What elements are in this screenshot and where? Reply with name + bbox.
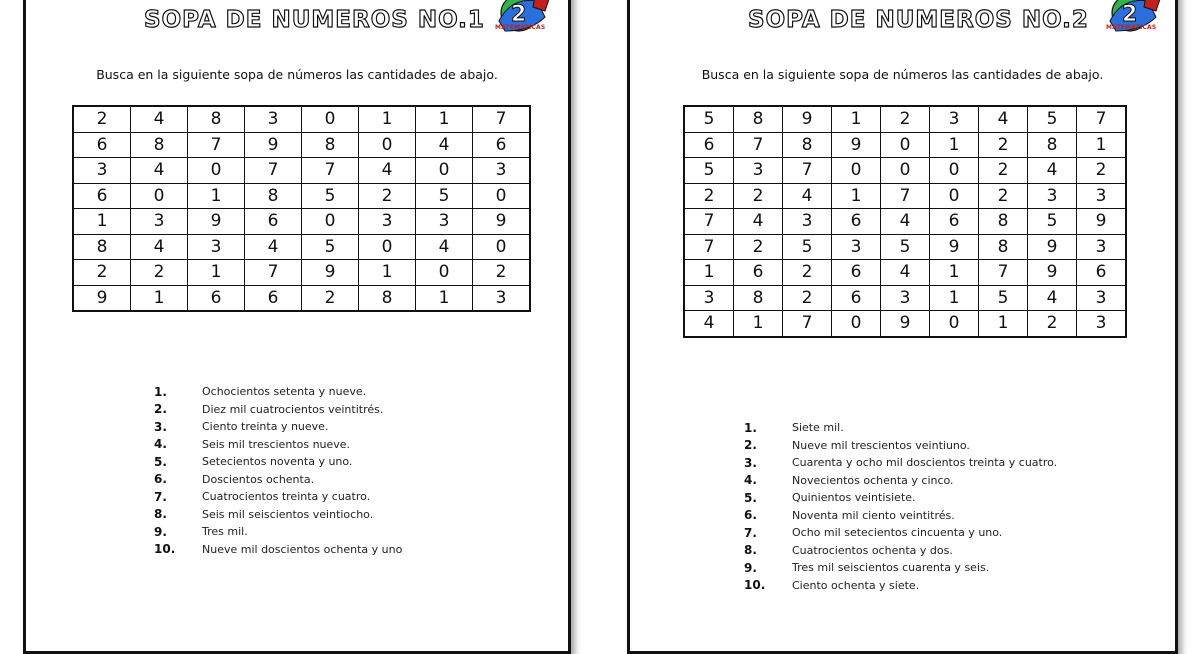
worksheet-2: [627, 0, 1178, 654]
grid-cell: 1: [359, 260, 416, 286]
grid-cell: 3: [684, 285, 734, 311]
logo-label: MATEMATICAS: [1106, 24, 1157, 31]
logo-label: MATEMATICAS: [495, 24, 546, 31]
grid-cell: 2: [783, 285, 832, 311]
grid-cell: 1: [131, 285, 188, 311]
grid-cell: 3: [1077, 285, 1127, 311]
grid-cell: 0: [473, 183, 531, 209]
clue-text: Quinientos veintisiete.: [792, 491, 916, 505]
grid-cell: 2: [473, 260, 531, 286]
clue-text: Setecientos noventa y uno.: [202, 455, 353, 469]
grid-cell: 8: [131, 132, 188, 158]
grid-cell: 8: [245, 183, 302, 209]
clue-number: 10.: [154, 542, 176, 557]
grid-cell: 0: [359, 234, 416, 260]
clue-text: Cuarenta y ocho mil doscientos treinta y cuatro.: [792, 456, 1058, 470]
grid-cell: 7: [1077, 106, 1127, 132]
clue-text: Diez mil cuatrocientos veintitrés.: [202, 402, 384, 416]
grid-cell: 1: [930, 132, 979, 158]
grid-cell: 7: [684, 234, 734, 260]
grid-cell: 0: [416, 260, 473, 286]
grid-cell: 1: [979, 311, 1028, 337]
grid-cell: 9: [930, 234, 979, 260]
grid-row: [73, 260, 530, 286]
grid-cell: 6: [734, 260, 783, 286]
clue-number: 5.: [154, 454, 167, 469]
grid-cell: 1: [832, 106, 881, 132]
grid-cell: 0: [359, 132, 416, 158]
grid-cell: 0: [832, 158, 881, 184]
grid-cell: 1: [832, 183, 881, 209]
grid-cell: 2: [734, 234, 783, 260]
grid-cell: 6: [473, 132, 531, 158]
grid-cell: 4: [245, 234, 302, 260]
grid-cell: 1: [734, 311, 783, 337]
grid-cell: 0: [473, 234, 531, 260]
clue-item: [154, 436, 402, 454]
grid-cell: 9: [1077, 209, 1127, 235]
clue-number: 3.: [154, 419, 167, 434]
grid-cell: 3: [359, 209, 416, 235]
clue-text: Nueve mil doscientos ochenta y uno: [202, 542, 403, 556]
grid-cell: 2: [979, 158, 1028, 184]
clue-item: [744, 472, 1057, 490]
clue-text: Ocho mil setecientos cincuenta y uno.: [792, 526, 1003, 540]
grid-cell: 7: [734, 132, 783, 158]
clue-number: 2.: [744, 438, 757, 453]
grid-cell: 3: [1077, 234, 1127, 260]
grid-row: [73, 183, 530, 209]
grid-cell: 2: [783, 260, 832, 286]
grid-cell: 8: [188, 106, 245, 132]
grid-cell: 8: [302, 132, 359, 158]
grid-row: [684, 158, 1126, 184]
clue-number: 4.: [744, 473, 757, 488]
grid-cell: 6: [73, 183, 131, 209]
clue-number: 9.: [744, 560, 757, 575]
grid-cell: 4: [881, 209, 930, 235]
grid-cell: 8: [359, 285, 416, 311]
grid-cell: 2: [359, 183, 416, 209]
clue-number: 1.: [744, 420, 757, 435]
clue-text: Siete mil.: [792, 421, 844, 435]
grid-cell: 3: [473, 285, 531, 311]
clue-item: [744, 489, 1057, 507]
clue-text: Cuatrocientos treinta y cuatro.: [202, 490, 371, 504]
grid-cell: 2: [979, 183, 1028, 209]
grid-cell: 8: [783, 132, 832, 158]
grid-cell: 4: [979, 106, 1028, 132]
grid-row: [73, 234, 530, 260]
grid-row: [73, 285, 530, 311]
clue-item: [154, 541, 402, 559]
clue-text: Ochocientos setenta y nueve.: [202, 385, 367, 399]
grid-cell: 1: [930, 260, 979, 286]
math-logo-icon: [1102, 0, 1164, 41]
grid-cell: 0: [930, 311, 979, 337]
grid-cell: 3: [881, 285, 930, 311]
grid-cell: 4: [684, 311, 734, 337]
clue-number: 2.: [154, 402, 167, 417]
grid-cell: 3: [473, 158, 531, 184]
grid-cell: 3: [930, 106, 979, 132]
grid-cell: 0: [881, 158, 930, 184]
clue-item: [154, 506, 402, 524]
grid-cell: 1: [188, 183, 245, 209]
grid-row: [73, 209, 530, 235]
clue-item: [744, 524, 1057, 542]
clue-number: 7.: [154, 489, 167, 504]
grid-cell: 0: [188, 158, 245, 184]
grid-cell: 3: [1077, 311, 1127, 337]
grid-cell: 1: [73, 209, 131, 235]
grid-cell: 2: [131, 260, 188, 286]
grid-row: [684, 106, 1126, 132]
grid-cell: 2: [684, 183, 734, 209]
grid-cell: 9: [1028, 234, 1077, 260]
grid-cell: 7: [979, 260, 1028, 286]
grid-cell: 3: [245, 106, 302, 132]
grid-cell: 5: [783, 234, 832, 260]
clue-item: [744, 559, 1057, 577]
grid-cell: 5: [302, 234, 359, 260]
grid-cell: 5: [979, 285, 1028, 311]
grid-cell: 9: [73, 285, 131, 311]
grid-row: [73, 158, 530, 184]
clue-number: 8.: [154, 507, 167, 522]
worksheet-1: [23, 0, 571, 654]
grid-row: [684, 183, 1126, 209]
clue-list: [744, 419, 1057, 594]
grid-cell: 4: [131, 106, 188, 132]
clue-item: [154, 401, 402, 419]
grid-cell: 4: [131, 234, 188, 260]
grid-cell: 4: [783, 183, 832, 209]
grid-cell: 1: [416, 106, 473, 132]
clue-item: [154, 471, 402, 489]
grid-cell: 1: [1077, 132, 1127, 158]
grid-cell: 8: [73, 234, 131, 260]
grid-cell: 4: [734, 209, 783, 235]
grid-cell: 4: [1028, 158, 1077, 184]
clue-item: [154, 383, 402, 401]
grid-cell: 4: [131, 158, 188, 184]
grid-cell: 2: [73, 260, 131, 286]
grid-cell: 0: [302, 106, 359, 132]
grid-cell: 4: [359, 158, 416, 184]
grid-cell: 3: [832, 234, 881, 260]
logo-digit: 2: [511, 2, 527, 27]
clue-number: 9.: [154, 524, 167, 539]
clue-number: 10.: [744, 578, 766, 593]
grid-cell: 9: [188, 209, 245, 235]
number-grid: [683, 105, 1127, 338]
grid-cell: 3: [416, 209, 473, 235]
grid-row: [684, 285, 1126, 311]
grid-cell: 7: [881, 183, 930, 209]
grid-cell: 5: [684, 106, 734, 132]
grid-cell: 2: [73, 106, 131, 132]
clue-item: [154, 418, 402, 436]
math-logo-icon: [491, 0, 553, 41]
grid-cell: 0: [302, 209, 359, 235]
grid-cell: 6: [832, 260, 881, 286]
clue-number: 5.: [744, 490, 757, 505]
grid-cell: 7: [245, 260, 302, 286]
grid-cell: 0: [930, 183, 979, 209]
grid-cell: 1: [930, 285, 979, 311]
worksheet-title: SOPA DE NUMEROS NO.1: [144, 7, 485, 33]
grid-cell: 2: [881, 106, 930, 132]
grid-row: [73, 106, 530, 132]
worksheet-title: SOPA DE NUMEROS NO.2: [748, 7, 1089, 33]
grid-row: [684, 234, 1126, 260]
grid-cell: 8: [734, 285, 783, 311]
clue-item: [744, 454, 1057, 472]
grid-cell: 7: [783, 311, 832, 337]
grid-cell: 0: [416, 158, 473, 184]
grid-row: [684, 209, 1126, 235]
grid-cell: 7: [684, 209, 734, 235]
clue-text: Tres mil seiscientos cuarenta y seis.: [792, 561, 990, 575]
clue-text: Cuatrocientos ochenta y dos.: [792, 543, 953, 557]
clue-item: [744, 542, 1057, 560]
clue-number: 1.: [154, 384, 167, 399]
grid-cell: 7: [245, 158, 302, 184]
grid-cell: 5: [1028, 209, 1077, 235]
grid-cell: 7: [188, 132, 245, 158]
clue-text: Seis mil seiscientos veintiocho.: [202, 507, 374, 521]
grid-cell: 3: [188, 234, 245, 260]
grid-cell: 3: [783, 209, 832, 235]
grid-cell: 1: [684, 260, 734, 286]
grid-cell: 7: [473, 106, 531, 132]
grid-cell: 5: [684, 158, 734, 184]
clue-text: Doscientos ochenta.: [202, 472, 315, 486]
grid-row: [684, 311, 1126, 337]
grid-cell: 6: [188, 285, 245, 311]
clue-text: Novecientos ochenta y cinco.: [792, 473, 954, 487]
grid-cell: 5: [416, 183, 473, 209]
grid-cell: 2: [302, 285, 359, 311]
grid-cell: 6: [245, 209, 302, 235]
grid-cell: 5: [302, 183, 359, 209]
grid-cell: 6: [73, 132, 131, 158]
clue-text: Nueve mil trescientos veintiuno.: [792, 438, 970, 452]
clue-item: [744, 507, 1057, 525]
clue-number: 8.: [744, 543, 757, 558]
grid-cell: 2: [979, 132, 1028, 158]
grid-cell: 6: [930, 209, 979, 235]
clue-item: [744, 419, 1057, 437]
clue-item: [154, 523, 402, 541]
clue-number: 7.: [744, 525, 757, 540]
grid-cell: 7: [302, 158, 359, 184]
grid-row: [684, 132, 1126, 158]
grid-cell: 0: [881, 132, 930, 158]
grid-cell: 9: [245, 132, 302, 158]
clue-text: Noventa mil ciento veintitrés.: [792, 508, 955, 522]
grid-cell: 8: [734, 106, 783, 132]
grid-cell: 0: [832, 311, 881, 337]
clue-text: Seis mil trescientos nueve.: [202, 437, 351, 451]
grid-cell: 6: [832, 209, 881, 235]
grid-cell: 1: [188, 260, 245, 286]
grid-cell: 7: [783, 158, 832, 184]
clue-number: 6.: [744, 508, 757, 523]
grid-cell: 9: [832, 132, 881, 158]
grid-cell: 9: [881, 311, 930, 337]
instruction-text: Busca en la siguiente sopa de números las cantidades de abajo.: [701, 67, 1104, 82]
clue-item: [154, 488, 402, 506]
grid-cell: 4: [416, 234, 473, 260]
grid-cell: 9: [302, 260, 359, 286]
number-grid: [72, 105, 531, 312]
clue-number: 6.: [154, 472, 167, 487]
grid-row: [684, 260, 1126, 286]
clue-number: 4.: [154, 437, 167, 452]
grid-row: [73, 132, 530, 158]
grid-cell: 0: [131, 183, 188, 209]
grid-cell: 0: [930, 158, 979, 184]
clue-text: Ciento ochenta y siete.: [792, 578, 920, 592]
grid-cell: 9: [473, 209, 531, 235]
grid-cell: 5: [881, 234, 930, 260]
grid-cell: 3: [1077, 183, 1127, 209]
clue-item: [744, 437, 1057, 455]
grid-cell: 8: [979, 209, 1028, 235]
grid-cell: 6: [684, 132, 734, 158]
grid-cell: 1: [416, 285, 473, 311]
grid-cell: 2: [1077, 158, 1127, 184]
grid-cell: 2: [734, 183, 783, 209]
grid-cell: 3: [131, 209, 188, 235]
clue-list: [154, 383, 402, 558]
grid-cell: 6: [1077, 260, 1127, 286]
logo-digit: 2: [1122, 2, 1138, 27]
grid-cell: 9: [1028, 260, 1077, 286]
grid-cell: 3: [734, 158, 783, 184]
grid-cell: 3: [73, 158, 131, 184]
clue-item: [744, 577, 1057, 595]
grid-cell: 6: [832, 285, 881, 311]
grid-cell: 4: [1028, 285, 1077, 311]
grid-cell: 1: [359, 106, 416, 132]
clue-number: 3.: [744, 455, 757, 470]
grid-cell: 9: [783, 106, 832, 132]
grid-cell: 4: [881, 260, 930, 286]
grid-cell: 3: [1028, 183, 1077, 209]
clue-text: Tres mil.: [202, 525, 248, 539]
grid-cell: 2: [1028, 311, 1077, 337]
grid-cell: 4: [416, 132, 473, 158]
grid-cell: 5: [1028, 106, 1077, 132]
clue-text: Ciento treinta y nueve.: [202, 420, 329, 434]
grid-cell: 8: [1028, 132, 1077, 158]
grid-cell: 8: [979, 234, 1028, 260]
clue-item: [154, 453, 402, 471]
grid-cell: 6: [245, 285, 302, 311]
instruction-text: Busca en la siguiente sopa de números las cantidades de abajo.: [96, 67, 498, 82]
